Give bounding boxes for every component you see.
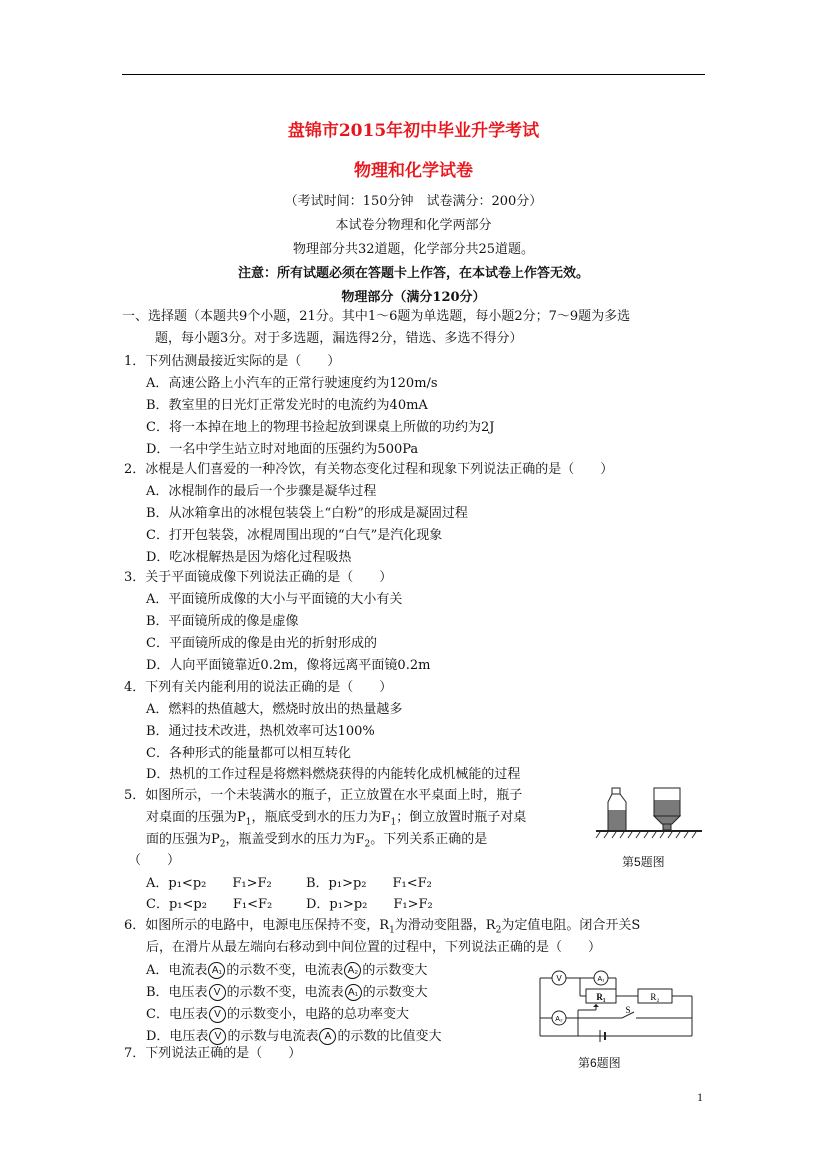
voltmeter-symbol: V [209, 1006, 226, 1023]
q5-option-d: D．p₁>p₂ F₁>F₂ [306, 897, 433, 912]
q7-stem: 7．下列说法正确的是（ ） [124, 1046, 302, 1061]
q1-option-b: B．教室里的日光灯正常发光时的电流约为40mA [146, 398, 428, 413]
q5-option-c: C．p₁<p₂ F₁<F₂ [146, 897, 273, 912]
header-rule [122, 74, 705, 75]
q5-figure-caption: 第5题图 [622, 855, 665, 869]
q1-stem: 1．下列估测最接近实际的是（ ） [124, 354, 341, 369]
ammeter-a1-symbol: A₁ [345, 984, 362, 1001]
q1-option-d: D．一名中学生站立时对地面的压强约为500Pa [146, 442, 419, 457]
exam-info: （考试时间：150分钟 试卷满分：200分） [284, 194, 543, 209]
voltmeter-symbol: V [209, 984, 226, 1001]
q4-option-d: D．热机的工作过程是将燃料燃烧获得的内能转化成机械能的过程 [146, 767, 521, 782]
exam-title: 盘锦市2015年初中毕业升学考试 [287, 121, 540, 141]
r2-label: R₂ [650, 992, 660, 1002]
section-title: 物理部分（满分120分） [341, 290, 486, 305]
q2-option-b: B．从冰箱拿出的冰棍包装袋上“白粉”的形成是凝固过程 [146, 506, 468, 521]
ammeter-a2-label: A₂ [555, 1016, 563, 1023]
r1-label: R₁ [596, 992, 606, 1002]
q2-option-d: D．吃冰棍解热是因为熔化过程吸热 [146, 550, 352, 565]
q5-bottles-figure [594, 786, 704, 842]
q5-line-3: 面的压强为$P_2$，瓶盖受到水的压力为$F_2$。下列关系正确的是 [146, 832, 488, 850]
ammeter-a1-label: A₁ [597, 976, 605, 983]
voltmeter-label: V [556, 974, 562, 983]
q6-circuit-figure [530, 966, 702, 1046]
q4-option-a: A．燃料的热值越大，燃烧时放出的热量越多 [146, 702, 403, 717]
q3-option-a: A．平面镜所成像的大小与平面镜的大小有关 [146, 592, 403, 607]
q6-figure-caption: 第6题图 [578, 1056, 621, 1070]
q2-option-a: A．冰棍制作的最后一个步骤是凝华过程 [146, 484, 377, 499]
page-number: 1 [697, 1090, 703, 1104]
q4-stem: 4．下列有关内能利用的说法正确的是（ ） [124, 680, 393, 695]
q5-line-1: 5．如图所示，一个未装满水的瓶子，正立放置在水平桌面上时，瓶子 [124, 788, 523, 803]
q2-option-c: C．打开包装袋，冰棍周围出现的“白气”是汽化现象 [146, 528, 443, 543]
upright-bottle [608, 788, 626, 830]
q5-option-a: A．p₁<p₂ F₁>F₂ [146, 876, 272, 891]
ammeter-symbol: A [319, 1028, 336, 1045]
q5-line-4: （ ） [128, 853, 181, 868]
q6-option-a: A．电流表 A₁ 的示数不变，电流表 A₂ 的示数变大 [146, 963, 428, 978]
q6-option-b: B．电压表 V 的示数不变，电流表 A₁ 的示数变大 [146, 985, 428, 1000]
q6-option-d: D．电压表 V 的示数与电流表 A 的示数的比值变大 [146, 1029, 442, 1044]
part1-intro-2: 题，每小题3分。对于多选题，漏选得2分，错选、多选不得分） [155, 331, 523, 346]
q3-option-b: B．平面镜所成的像是虚像 [146, 614, 299, 629]
notice: 注意：所有试题必须在答题卡上作答，在本试卷上作答无效。 [237, 266, 589, 281]
q1-option-a: A．高速公路上小汽车的正常行驶速度约为120m/s [146, 376, 438, 391]
q3-option-c: C．平面镜所成的像是由光的折射形成的 [146, 636, 377, 651]
q1-option-c: C．将一本掉在地上的物理书捡起放到课桌上所做的功约为2J [146, 420, 495, 435]
q2-stem: 2．冰棍是人们喜爱的一种冷饮，有关物态变化过程和现象下列说法正确的是（ ） [124, 462, 614, 477]
table-hatch [596, 832, 696, 838]
q3-option-d: D．人向平面镜靠近0.2m，像将远离平面镜0.2m [146, 658, 431, 673]
part1-intro-1: 一、选择题（本题共9个小题，21分。其中1～6题为单选题，每小题2分；7～9题为多选 [122, 309, 631, 324]
q4-option-b: B．通过技术改进，热机效率可达100% [146, 724, 375, 739]
q4-option-c: C．各种形式的能量都可以相互转化 [146, 746, 351, 761]
ammeter-a1-symbol: A₁ [208, 962, 225, 979]
q3-stem: 3．关于平面镜成像下列说法正确的是（ ） [124, 570, 393, 585]
q6-line-2: 后，在滑片从最左端向右移动到中间位置的过程中，下列说法正确的是（ ） [146, 940, 602, 955]
exam-subtitle: 物理和化学试卷 [354, 161, 473, 181]
inverted-bottle [654, 788, 680, 830]
q5-line-2: 对桌面的压强为$P_1$，瓶底受到水的压力为$F_1$；倒立放置时瓶子对桌 [146, 810, 527, 828]
intro-line-1: 本试卷分物理和化学两部分 [335, 218, 492, 233]
q6-option-c: C．电压表 V 的示数变小，电路的总功率变大 [146, 1007, 409, 1022]
q6-line-1: 6．如图所示的电路中，电源电压保持不变，$R_1$为滑动变阻器，$R_2$为定值电阻。闭合开关S [124, 918, 641, 936]
q5-option-b: B．p₁>p₂ F₁<F₂ [306, 876, 432, 891]
intro-line-2: 物理部分共32道题，化学部分共25道题。 [292, 242, 535, 257]
voltmeter-symbol: V [209, 1028, 226, 1045]
ammeter-a2-symbol: A₂ [344, 962, 361, 979]
switch-label: S [625, 1005, 631, 1015]
